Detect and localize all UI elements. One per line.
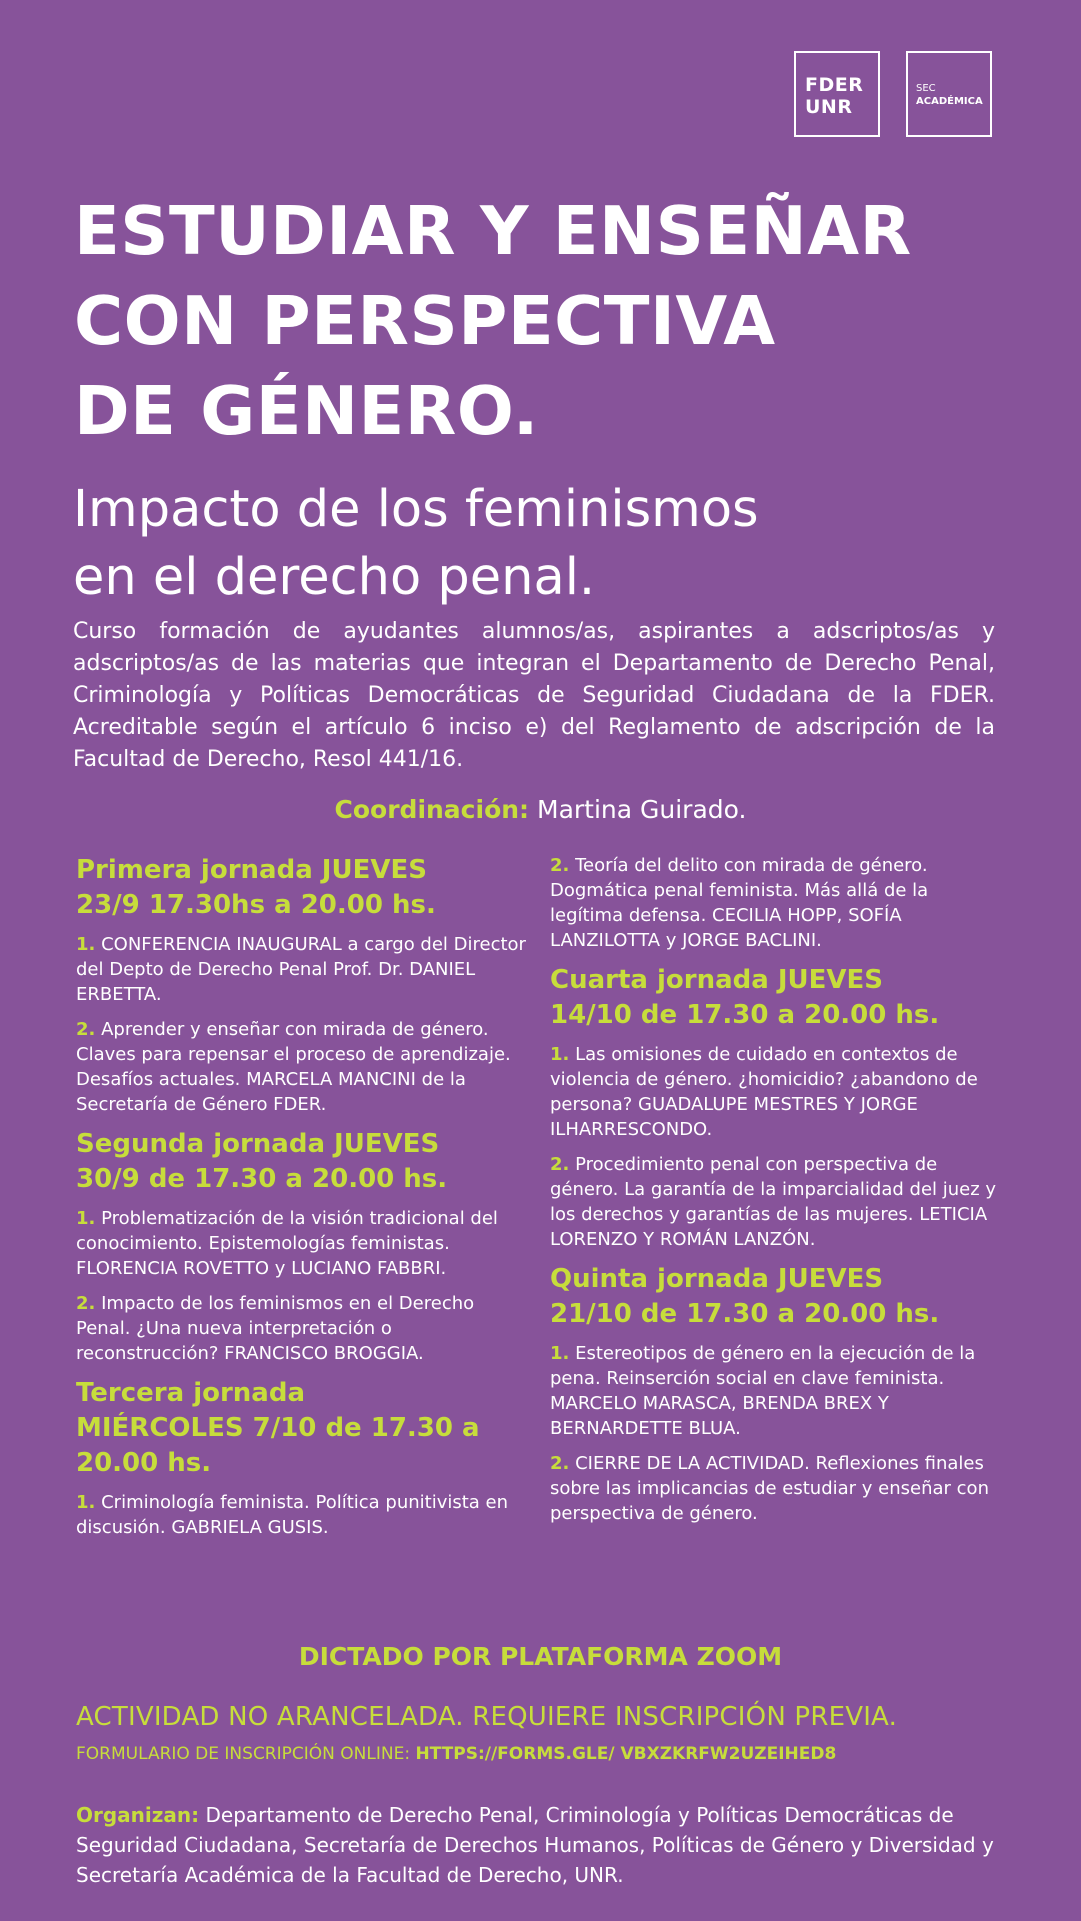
- sec-logo-line2: ACADÉMICA: [916, 96, 983, 107]
- day3-item-1: [76, 1490, 526, 1540]
- day1-item-1: [76, 932, 526, 1007]
- day4-item-1: [550, 1042, 1000, 1142]
- item-number: 1.: [76, 1208, 96, 1229]
- organizers: [76, 1800, 1006, 1890]
- item-text: Teoría del delito con mirada de género. Dogmática penal feminista. Más allá de la legítima defensa. CECILIA HOPP, SOFÍA LANZILOTTA y JORGE BACLINI.: [550, 855, 929, 951]
- day3-title: [76, 1376, 526, 1481]
- subtitle-line: Impacto de los feminismos: [73, 480, 759, 539]
- registration-form: [76, 1742, 1016, 1766]
- day-title-line: 20.00 hs.: [76, 1448, 212, 1478]
- day-title-line: Segunda jornada JUEVES: [76, 1129, 440, 1159]
- fder-logo-line1: FDER: [805, 74, 864, 96]
- item-text: CONFERENCIA INAUGURAL a cargo del Director del Depto de Derecho Penal Prof. Dr. DANIEL ERBETTA.: [76, 934, 526, 1005]
- item-text: Procedimiento penal con perspectiva de género. La garantía de la imparcialidad del juez y los derechos y garantías de las mujeres. LETICIA LORENZO Y ROMÁN LANZÓN.: [550, 1154, 997, 1250]
- page-title: [74, 186, 1014, 456]
- item-number: 1.: [76, 1492, 96, 1513]
- day5-item-1: [550, 1341, 1000, 1441]
- day-title-line: 23/9 17.30hs a 20.00 hs.: [76, 890, 436, 920]
- zoom-notice: DICTADO POR PLATAFORMA ZOOM: [298, 1642, 783, 1671]
- schedule-right-column: [550, 853, 1000, 1536]
- day5-item-2: [550, 1451, 1000, 1526]
- item-text: Criminología feminista. Política punitivista en discusión. GABRIELA GUSIS.: [76, 1492, 509, 1538]
- day5-title: [550, 1262, 1000, 1332]
- item-number: 2.: [550, 1154, 570, 1175]
- coordination-label: Coordinación:: [334, 795, 530, 824]
- day4-item-2: [550, 1152, 1000, 1252]
- item-text: Las omisiones de cuidado en contextos de violencia de género. ¿homicidio? ¿abandono de persona? GUADALUPE MESTRES Y JORGE ILHARRESCONDO.: [550, 1044, 978, 1140]
- fder-unr-logo: [794, 51, 880, 137]
- day-title-line: Quinta jornada JUEVES: [550, 1264, 884, 1294]
- item-text: CIERRE DE LA ACTIVIDAD. Reflexiones finales sobre las implicancias de estudiar y enseñar con perspectiva de género.: [550, 1453, 989, 1524]
- item-number: 2.: [550, 855, 570, 876]
- day4-title: [550, 963, 1000, 1033]
- day2-item-1: [76, 1206, 526, 1281]
- item-number: 2.: [76, 1293, 96, 1314]
- day2-item-2: [76, 1291, 526, 1366]
- free-activity-notice: ACTIVIDAD NO ARANCELADA. REQUIERE INSCRIPCIÓN PREVIA.: [76, 1702, 898, 1732]
- day-title-line: 21/10 de 17.30 a 20.00 hs.: [550, 1299, 940, 1329]
- fder-logo-line2: UNR: [805, 96, 853, 118]
- item-text: Aprender y enseñar con mirada de género. Claves para repensar el proceso de aprendizaje. Desafíos actuales. MARCELA MANCINI de la Secretaría de Género FDER.: [76, 1019, 511, 1115]
- item-number: 2.: [76, 1019, 96, 1040]
- day2-title: [76, 1127, 526, 1197]
- item-number: 1.: [550, 1343, 570, 1364]
- day-title-line: Primera jornada JUEVES: [76, 855, 427, 885]
- item-text: Impacto de los feminismos en el Derecho Penal. ¿Una nueva interpretación o reconstrucción? FRANCISCO BROGGIA.: [76, 1293, 475, 1364]
- sec-academica-logo: [906, 51, 992, 137]
- title-line: CON PERSPECTIVA: [74, 282, 776, 360]
- item-text: Estereotipos de género en la ejecución de la pena. Reinserción social en clave feminista. MARCELO MARASCA, BRENDA BREX Y BERNARDETTE BLUA.: [550, 1343, 976, 1439]
- coordination-name: Martina Guirado.: [529, 795, 747, 824]
- day3-item-2: [550, 853, 1000, 953]
- schedule-left-column: [76, 853, 526, 1550]
- organizers-label: Organizan:: [76, 1803, 200, 1827]
- day-title-line: Tercera jornada: [76, 1378, 306, 1408]
- page-subtitle: [73, 476, 1013, 612]
- item-number: 2.: [550, 1453, 570, 1474]
- title-line: DE GÉNERO.: [74, 372, 539, 450]
- item-text: Problematización de la visión tradicional del conocimiento. Epistemologías feministas. FLORENCIA ROVETTO y LUCIANO FABBRI.: [76, 1208, 498, 1279]
- logos: [794, 51, 994, 137]
- form-link[interactable]: HTTPS://FORMS.GLE/ VBXZKRFW2UZEIHED8: [415, 1744, 837, 1764]
- title-line: ESTUDIAR Y ENSEÑAR: [74, 192, 912, 270]
- day-title-line: 30/9 de 17.30 a 20.00 hs.: [76, 1164, 448, 1194]
- item-number: 1.: [550, 1044, 570, 1065]
- day1-title: [76, 853, 526, 923]
- day-title-line: 14/10 de 17.30 a 20.00 hs.: [550, 1000, 940, 1030]
- course-description: Curso formación de ayudantes alumnos/as, aspirantes a adscriptos/as y adscriptos/as de las materias que integran el Departamento de Derecho Penal, Criminología y Políticas Democráticas de Seguridad Ciudadana de la FDER. Acreditable según el artículo 6 inciso e) del Reglamento de adscripción de la Facultad de Derecho, Resol 441/16.: [73, 619, 995, 772]
- subtitle-line: en el derecho penal.: [73, 548, 596, 607]
- day1-item-2: [76, 1017, 526, 1117]
- day-title-line: MIÉRCOLES 7/10 de 17.30 a: [76, 1413, 480, 1443]
- sec-logo-line1: SEC: [916, 83, 936, 94]
- coordination: [0, 793, 1081, 827]
- item-number: 1.: [76, 934, 96, 955]
- organizers-text: Departamento de Derecho Penal, Criminología y Políticas Democráticas de Seguridad Ciudadana, Secretaría de Derechos Humanos, Políticas de Género y Diversidad y Secretaría Académica de la Facultad de Derecho, UNR.: [76, 1803, 994, 1887]
- form-label: FORMULARIO DE INSCRIPCIÓN ONLINE:: [76, 1744, 416, 1764]
- day-title-line: Cuarta jornada JUEVES: [550, 965, 883, 995]
